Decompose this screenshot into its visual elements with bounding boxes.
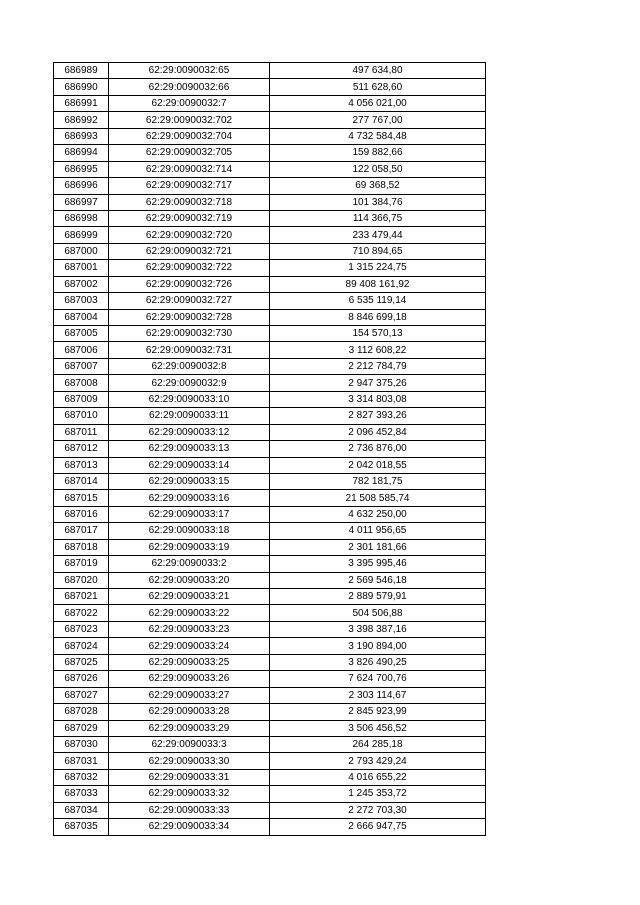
row-number-cell: 687030: [54, 736, 109, 752]
table-row: [54, 293, 486, 309]
cadastral-number-cell: 62:29:0090033:22: [109, 605, 270, 621]
table-row: [54, 210, 486, 226]
cadastral-number-cell: 62:29:0090033:18: [109, 523, 270, 539]
table-row: [54, 145, 486, 161]
table-row: [54, 457, 486, 473]
table-row: [54, 243, 486, 259]
cadastral-number-cell: 62:29:0090032:721: [109, 243, 270, 259]
row-number-cell: 687022: [54, 605, 109, 621]
table-row: [54, 408, 486, 424]
cadastral-value-cell: 277 767,00: [270, 112, 486, 128]
table-row: [54, 128, 486, 144]
cadastral-value-cell: 2 827 393,26: [270, 408, 486, 424]
cadastral-number-cell: 62:29:0090032:702: [109, 112, 270, 128]
cadastral-number-cell: 62:29:0090032:714: [109, 161, 270, 177]
table-row: [54, 605, 486, 621]
row-number-cell: 687019: [54, 556, 109, 572]
table-row: [54, 63, 486, 79]
cadastral-value-cell: 1 245 353,72: [270, 786, 486, 802]
cadastral-value-cell: 3 398 387,16: [270, 621, 486, 637]
row-number-cell: 686998: [54, 210, 109, 226]
table-row: [54, 506, 486, 522]
cadastral-number-cell: 62:29:0090033:14: [109, 457, 270, 473]
cadastral-value-cell: 264 285,18: [270, 736, 486, 752]
row-number-cell: 686999: [54, 227, 109, 243]
table-row: [54, 227, 486, 243]
cadastral-number-cell: 62:29:0090032:722: [109, 260, 270, 276]
cadastral-number-cell: 62:29:0090032:727: [109, 293, 270, 309]
table-row: [54, 391, 486, 407]
table-row: [54, 276, 486, 292]
cadastral-value-cell: 21 508 585,74: [270, 490, 486, 506]
cadastral-number-cell: 62:29:0090033:2: [109, 556, 270, 572]
cadastral-number-cell: 62:29:0090032:718: [109, 194, 270, 210]
table-row: [54, 720, 486, 736]
cadastral-number-cell: 62:29:0090032:728: [109, 309, 270, 325]
table-row: [54, 95, 486, 111]
table-row: [54, 819, 486, 835]
row-number-cell: 687004: [54, 309, 109, 325]
cadastral-number-cell: 62:29:0090032:705: [109, 145, 270, 161]
row-number-cell: 687024: [54, 638, 109, 654]
cadastral-number-cell: 62:29:0090032:726: [109, 276, 270, 292]
cadastral-value-cell: 4 011 956,65: [270, 523, 486, 539]
row-number-cell: 687005: [54, 326, 109, 342]
row-number-cell: 687018: [54, 539, 109, 555]
table-row: [54, 424, 486, 440]
row-number-cell: 687034: [54, 802, 109, 818]
cadastral-number-cell: 62:29:0090033:28: [109, 704, 270, 720]
row-number-cell: 687008: [54, 375, 109, 391]
cadastral-number-cell: 62:29:0090033:24: [109, 638, 270, 654]
row-number-cell: 687021: [54, 589, 109, 605]
cadastral-value-cell: 504 506,88: [270, 605, 486, 621]
cadastral-value-cell: 8 846 699,18: [270, 309, 486, 325]
cadastral-value-cell: 4 632 250,00: [270, 506, 486, 522]
cadastral-value-cell: 69 368,52: [270, 178, 486, 194]
table-row: [54, 490, 486, 506]
row-number-cell: 687023: [54, 621, 109, 637]
row-number-cell: 687006: [54, 342, 109, 358]
row-number-cell: 686990: [54, 79, 109, 95]
row-number-cell: 687003: [54, 293, 109, 309]
cadastral-value-cell: 114 366,75: [270, 210, 486, 226]
table-body: [54, 63, 486, 836]
table-row: [54, 638, 486, 654]
cadastral-value-table: [53, 62, 486, 836]
row-number-cell: 687002: [54, 276, 109, 292]
cadastral-value-cell: 101 384,76: [270, 194, 486, 210]
cadastral-number-cell: 62:29:0090032:731: [109, 342, 270, 358]
table-row: [54, 572, 486, 588]
row-number-cell: 686992: [54, 112, 109, 128]
row-number-cell: 687029: [54, 720, 109, 736]
table-row: [54, 194, 486, 210]
row-number-cell: 687013: [54, 457, 109, 473]
cadastral-value-cell: 4 016 655,22: [270, 769, 486, 785]
table-row: [54, 358, 486, 374]
cadastral-value-cell: 3 506 456,52: [270, 720, 486, 736]
row-number-cell: 686996: [54, 178, 109, 194]
cadastral-number-cell: 62:29:0090032:65: [109, 63, 270, 79]
table-row: [54, 309, 486, 325]
cadastral-number-cell: 62:29:0090033:23: [109, 621, 270, 637]
table-row: [54, 736, 486, 752]
row-number-cell: 686991: [54, 95, 109, 111]
cadastral-number-cell: 62:29:0090032:704: [109, 128, 270, 144]
cadastral-value-cell: 2 212 784,79: [270, 358, 486, 374]
table-row: [54, 326, 486, 342]
table-row: [54, 704, 486, 720]
cadastral-value-cell: 2 096 452,84: [270, 424, 486, 440]
cadastral-value-cell: 2 042 018,55: [270, 457, 486, 473]
row-number-cell: 687020: [54, 572, 109, 588]
row-number-cell: 686993: [54, 128, 109, 144]
row-number-cell: 687016: [54, 506, 109, 522]
table-row: [54, 621, 486, 637]
cadastral-value-cell: 511 628,60: [270, 79, 486, 95]
cadastral-value-cell: 1 315 224,75: [270, 260, 486, 276]
cadastral-number-cell: 62:29:0090032:8: [109, 358, 270, 374]
table-row: [54, 375, 486, 391]
cadastral-number-cell: 62:29:0090032:66: [109, 79, 270, 95]
cadastral-number-cell: 62:29:0090032:717: [109, 178, 270, 194]
row-number-cell: 687014: [54, 473, 109, 489]
cadastral-value-cell: 3 190 894,00: [270, 638, 486, 654]
cadastral-number-cell: 62:29:0090032:730: [109, 326, 270, 342]
table-row: [54, 260, 486, 276]
cadastral-number-cell: 62:29:0090032:9: [109, 375, 270, 391]
row-number-cell: 687032: [54, 769, 109, 785]
table-row: [54, 654, 486, 670]
row-number-cell: 687031: [54, 753, 109, 769]
table-row: [54, 671, 486, 687]
row-number-cell: 686995: [54, 161, 109, 177]
row-number-cell: 687007: [54, 358, 109, 374]
cadastral-value-cell: 159 882,66: [270, 145, 486, 161]
cadastral-number-cell: 62:29:0090032:720: [109, 227, 270, 243]
cadastral-number-cell: 62:29:0090033:34: [109, 819, 270, 835]
row-number-cell: 687011: [54, 424, 109, 440]
cadastral-value-cell: 2 889 579,91: [270, 589, 486, 605]
cadastral-value-cell: 3 112 608,22: [270, 342, 486, 358]
cadastral-number-cell: 62:29:0090033:29: [109, 720, 270, 736]
table-row: [54, 589, 486, 605]
cadastral-value-cell: 2 736 876,00: [270, 441, 486, 457]
cadastral-number-cell: 62:29:0090033:17: [109, 506, 270, 522]
cadastral-value-cell: 497 634,80: [270, 63, 486, 79]
cadastral-number-cell: 62:29:0090033:16: [109, 490, 270, 506]
table-row: [54, 753, 486, 769]
table-row: [54, 687, 486, 703]
cadastral-value-cell: 2 666 947,75: [270, 819, 486, 835]
cadastral-number-cell: 62:29:0090033:31: [109, 769, 270, 785]
table-row: [54, 539, 486, 555]
cadastral-value-cell: 6 535 119,14: [270, 293, 486, 309]
table-row: [54, 441, 486, 457]
cadastral-number-cell: 62:29:0090033:21: [109, 589, 270, 605]
cadastral-number-cell: 62:29:0090033:19: [109, 539, 270, 555]
row-number-cell: 687025: [54, 654, 109, 670]
cadastral-value-cell: 122 058,50: [270, 161, 486, 177]
cadastral-value-cell: 233 479,44: [270, 227, 486, 243]
cadastral-value-cell: 89 408 161,92: [270, 276, 486, 292]
table-row: [54, 523, 486, 539]
cadastral-number-cell: 62:29:0090033:12: [109, 424, 270, 440]
cadastral-value-cell: 2 947 375,26: [270, 375, 486, 391]
table-row: [54, 769, 486, 785]
cadastral-value-cell: 3 826 490,25: [270, 654, 486, 670]
cadastral-number-cell: 62:29:0090033:30: [109, 753, 270, 769]
cadastral-value-cell: 710 894,65: [270, 243, 486, 259]
row-number-cell: 687028: [54, 704, 109, 720]
cadastral-number-cell: 62:29:0090033:32: [109, 786, 270, 802]
cadastral-value-cell: 4 056 021,00: [270, 95, 486, 111]
cadastral-value-cell: 3 395 995,46: [270, 556, 486, 572]
table-row: [54, 802, 486, 818]
table-row: [54, 79, 486, 95]
row-number-cell: 687033: [54, 786, 109, 802]
cadastral-number-cell: 62:29:0090033:15: [109, 473, 270, 489]
table-row: [54, 112, 486, 128]
table-row: [54, 178, 486, 194]
row-number-cell: 687015: [54, 490, 109, 506]
row-number-cell: 687035: [54, 819, 109, 835]
cadastral-value-cell: 2 569 546,18: [270, 572, 486, 588]
cadastral-number-cell: 62:29:0090033:11: [109, 408, 270, 424]
row-number-cell: 687012: [54, 441, 109, 457]
cadastral-value-cell: 2 301 181,66: [270, 539, 486, 555]
cadastral-number-cell: 62:29:0090033:13: [109, 441, 270, 457]
cadastral-number-cell: 62:29:0090032:719: [109, 210, 270, 226]
row-number-cell: 687000: [54, 243, 109, 259]
table-row: [54, 786, 486, 802]
cadastral-value-cell: 782 181,75: [270, 473, 486, 489]
cadastral-value-cell: 2 793 429,24: [270, 753, 486, 769]
row-number-cell: 687027: [54, 687, 109, 703]
table-row: [54, 473, 486, 489]
table-row: [54, 342, 486, 358]
cadastral-number-cell: 62:29:0090033:20: [109, 572, 270, 588]
cadastral-value-cell: 2 272 703,30: [270, 802, 486, 818]
cadastral-value-cell: 3 314 803,08: [270, 391, 486, 407]
row-number-cell: 687026: [54, 671, 109, 687]
cadastral-value-cell: 154 570,13: [270, 326, 486, 342]
row-number-cell: 687001: [54, 260, 109, 276]
table-row: [54, 161, 486, 177]
row-number-cell: 686989: [54, 63, 109, 79]
row-number-cell: 686994: [54, 145, 109, 161]
cadastral-value-cell: 2 845 923,99: [270, 704, 486, 720]
cadastral-number-cell: 62:29:0090032:7: [109, 95, 270, 111]
cadastral-number-cell: 62:29:0090033:26: [109, 671, 270, 687]
cadastral-number-cell: 62:29:0090033:33: [109, 802, 270, 818]
cadastral-number-cell: 62:29:0090033:3: [109, 736, 270, 752]
row-number-cell: 686997: [54, 194, 109, 210]
table-row: [54, 556, 486, 572]
cadastral-value-cell: 4 732 584,48: [270, 128, 486, 144]
row-number-cell: 687009: [54, 391, 109, 407]
cadastral-number-cell: 62:29:0090033:10: [109, 391, 270, 407]
cadastral-value-cell: 7 624 700,76: [270, 671, 486, 687]
cadastral-number-cell: 62:29:0090033:25: [109, 654, 270, 670]
cadastral-value-cell: 2 303 114,67: [270, 687, 486, 703]
row-number-cell: 687017: [54, 523, 109, 539]
row-number-cell: 687010: [54, 408, 109, 424]
cadastral-number-cell: 62:29:0090033:27: [109, 687, 270, 703]
